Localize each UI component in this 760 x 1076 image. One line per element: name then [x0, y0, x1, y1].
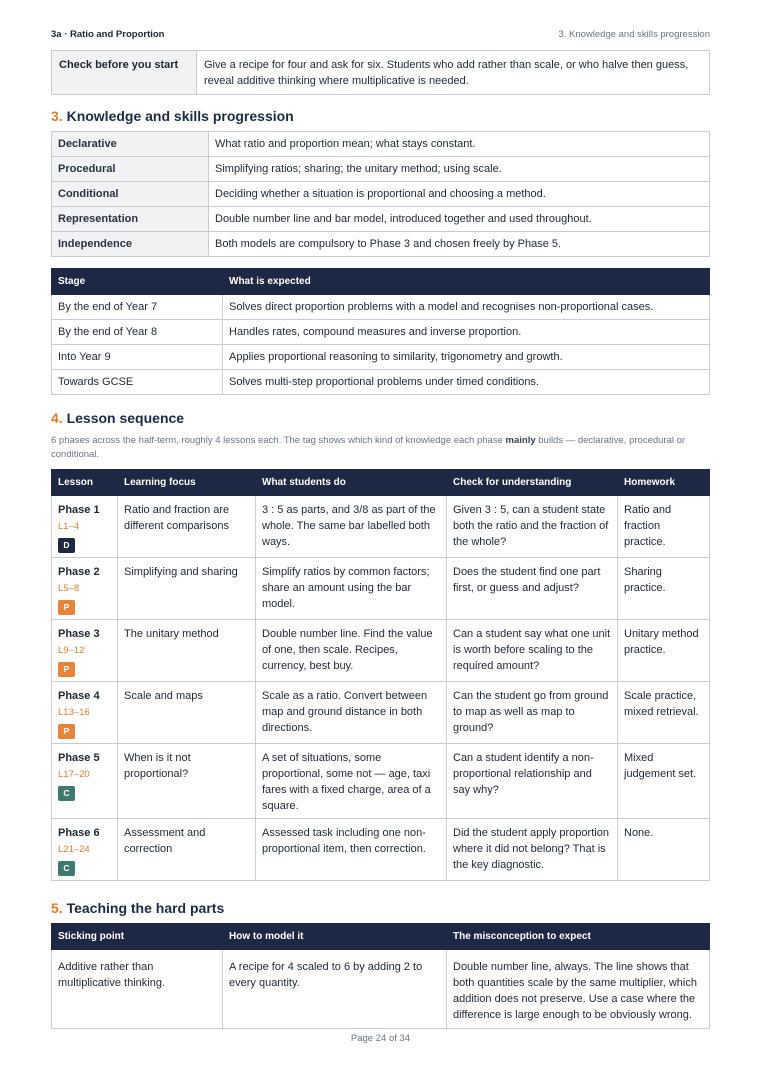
section-heading-4	[51, 410, 184, 426]
table-row	[52, 295, 710, 320]
table-row	[52, 207, 710, 232]
phase-name: Phase 1	[58, 504, 100, 516]
knowledge-type: Conditional	[52, 182, 209, 207]
stage-name: By the end of Year 8	[52, 320, 223, 345]
knowledge-description: Simplifying ratios; sharing; the unitary method; using scale.	[209, 157, 710, 182]
stage-expectation: Solves multi-step proportional problems under timed conditions.	[223, 370, 710, 395]
column-header-model: How to model it	[223, 924, 447, 950]
section-number: 4.	[51, 410, 63, 426]
table-row	[52, 744, 710, 819]
column-header-do: What students do	[256, 470, 447, 496]
table-row	[52, 370, 710, 395]
stage-expectation: Handles rates, compound measures and inverse proportion.	[223, 320, 710, 345]
student-activity: Simplify ratios by common factors; share an amount using the bar model.	[256, 558, 447, 620]
phase-lesson-range: L13–16	[58, 707, 90, 718]
lesson-cell	[52, 744, 118, 819]
stage-expectation: Solves direct proportion problems with a model and recognises non-proportional cases.	[223, 295, 710, 320]
phase-name: Phase 4	[58, 690, 100, 702]
section-heading-3	[51, 108, 294, 124]
column-header-homework: Homework	[618, 470, 710, 496]
lesson-cell	[52, 496, 118, 558]
homework: Unitary method practice.	[618, 620, 710, 682]
student-activity: Scale as a ratio. Convert between map and ground distance in both directions.	[256, 682, 447, 744]
table-row	[52, 232, 710, 257]
stage-name: Into Year 9	[52, 345, 223, 370]
lesson-cell	[52, 558, 118, 620]
phase-name: Phase 3	[58, 628, 100, 640]
check-text: Give a recipe for four and ask for six. Students who add rather than scale, or who halve then guess, reveal additive thinking where multiplicative is needed.	[197, 51, 710, 95]
knowledge-tag-badge: C	[58, 786, 75, 801]
knowledge-description: Double number line and bar model, introduced together and used throughout.	[209, 207, 710, 232]
column-header-misconception: The misconception to expect	[447, 924, 710, 950]
table-row	[52, 496, 710, 558]
column-header-check: Check for understanding	[447, 470, 618, 496]
table-row	[52, 819, 710, 881]
knowledge-type: Procedural	[52, 157, 209, 182]
phase-lesson-range: L5–8	[58, 583, 80, 594]
sticking-point: Additive rather than multiplicative thinking.	[52, 950, 223, 1029]
learning-focus: Scale and maps	[118, 682, 256, 744]
phase-name: Phase 2	[58, 566, 100, 578]
column-header-stage: Stage	[52, 269, 223, 295]
learning-focus: When is it not proportional?	[118, 744, 256, 819]
phase-lesson-range: L17–20	[58, 769, 90, 780]
table-row	[52, 132, 710, 157]
learning-focus: Ratio and fraction are different comparisons	[118, 496, 256, 558]
knowledge-description: What ratio and proportion mean; what stays constant.	[209, 132, 710, 157]
stage-expectation: Applies proportional reasoning to similarity, trigonometry and growth.	[223, 345, 710, 370]
stage-expectations-table	[51, 268, 710, 395]
student-activity: 3 : 5 as parts, and 3/8 as part of the whole. The same bar labelled both ways.	[256, 496, 447, 558]
phase-lesson-range: L21–24	[58, 844, 90, 855]
table-row	[52, 950, 710, 1029]
intro-text-end: builds — declarative, procedural or conditional.	[51, 435, 686, 460]
learning-focus: Assessment and correction	[118, 819, 256, 881]
column-header-focus: Learning focus	[118, 470, 256, 496]
knowledge-tag-badge: C	[58, 861, 75, 876]
homework: None.	[618, 819, 710, 881]
misconception: Double number line, always. The line shows that both quantities scale by the same multiplier, which addition does not preserve. Use a case where the difference is large enough to be obviously wrong.	[447, 950, 710, 1029]
lesson-cell	[52, 620, 118, 682]
check-label: Check before you start	[52, 51, 197, 95]
stage-name: By the end of Year 7	[52, 295, 223, 320]
learning-focus: The unitary method	[118, 620, 256, 682]
table-header-row	[52, 470, 710, 496]
table-row	[52, 157, 710, 182]
section-title: Knowledge and skills progression	[66, 108, 294, 124]
student-activity: Assessed task including one non-proportional item, then correction.	[256, 819, 447, 881]
section-title: Teaching the hard parts	[66, 900, 225, 916]
table-row	[52, 558, 710, 620]
table-row	[52, 620, 710, 682]
check-for-understanding: Did the student apply proportion where it did not belong? That is the key diagnostic.	[447, 819, 618, 881]
table-header-row	[52, 269, 710, 295]
knowledge-description: Both models are compulsory to Phase 3 and chosen freely by Phase 5.	[209, 232, 710, 257]
knowledge-type: Declarative	[52, 132, 209, 157]
section-number: 5.	[51, 900, 63, 916]
knowledge-tag-badge: D	[58, 538, 75, 553]
section-title: Lesson sequence	[66, 410, 185, 426]
table-header-row	[52, 924, 710, 950]
knowledge-types-table	[51, 131, 710, 257]
lesson-cell	[52, 819, 118, 881]
knowledge-tag-badge: P	[58, 724, 75, 739]
student-activity: A set of situations, some proportional, some not — age, taxi fares with a fixed charge, area of a square.	[256, 744, 447, 819]
phase-lesson-range: L1–4	[58, 521, 80, 532]
section-number: 3.	[51, 108, 63, 124]
knowledge-tag-badge: P	[58, 600, 75, 615]
column-header-lesson: Lesson	[52, 470, 118, 496]
header-unit-title: 3a · Ratio and Proportion	[51, 29, 165, 40]
homework: Mixed judgement set.	[618, 744, 710, 819]
learning-focus: Simplifying and sharing	[118, 558, 256, 620]
knowledge-type: Representation	[52, 207, 209, 232]
table-row	[52, 51, 710, 95]
table-row	[52, 345, 710, 370]
running-header	[51, 29, 710, 40]
check-for-understanding: Can a student identify a non-proportional relationship and say why?	[447, 744, 618, 819]
page-number: Page 24 of 34	[350, 1033, 411, 1044]
header-section-title: 3. Knowledge and skills progression	[558, 29, 710, 40]
knowledge-type: Independence	[52, 232, 209, 257]
lesson-cell	[52, 682, 118, 744]
check-for-understanding: Can a student say what one unit is worth before scaling to the required amount?	[447, 620, 618, 682]
hard-parts-table	[51, 923, 710, 1029]
phase-lesson-range: L9–12	[58, 645, 85, 656]
lesson-sequence-intro	[51, 434, 710, 462]
phase-name: Phase 6	[58, 827, 100, 839]
knowledge-tag-badge: P	[58, 662, 75, 677]
phase-name: Phase 5	[58, 752, 100, 764]
check-before-start-table	[51, 50, 710, 95]
student-activity: Double number line. Find the value of one, then scale. Recipes, currency, best buy.	[256, 620, 447, 682]
homework: Ratio and fraction practice.	[618, 496, 710, 558]
intro-emphasis: mainly	[505, 435, 536, 446]
knowledge-description: Deciding whether a situation is proportional and choosing a method.	[209, 182, 710, 207]
column-header-expected: What is expected	[223, 269, 710, 295]
lesson-sequence-table	[51, 469, 710, 881]
how-to-model: A recipe for 4 scaled to 6 by adding 2 to every quantity.	[223, 950, 447, 1029]
table-row	[52, 682, 710, 744]
table-row	[52, 182, 710, 207]
check-for-understanding: Given 3 : 5, can a student state both the ratio and the fraction of the whole?	[447, 496, 618, 558]
homework: Scale practice, mixed retrieval.	[618, 682, 710, 744]
column-header-sticking-point: Sticking point	[52, 924, 223, 950]
section-heading-5	[51, 900, 224, 916]
intro-text: 6 phases across the half-term, roughly 4 lessons each. The tag shows which kind of knowledge each phase	[51, 435, 506, 446]
check-for-understanding: Does the student find one part first, or guess and adjust?	[447, 558, 618, 620]
table-row	[52, 320, 710, 345]
check-for-understanding: Can the student go from ground to map as well as map to ground?	[447, 682, 618, 744]
stage-name: Towards GCSE	[52, 370, 223, 395]
homework: Sharing practice.	[618, 558, 710, 620]
